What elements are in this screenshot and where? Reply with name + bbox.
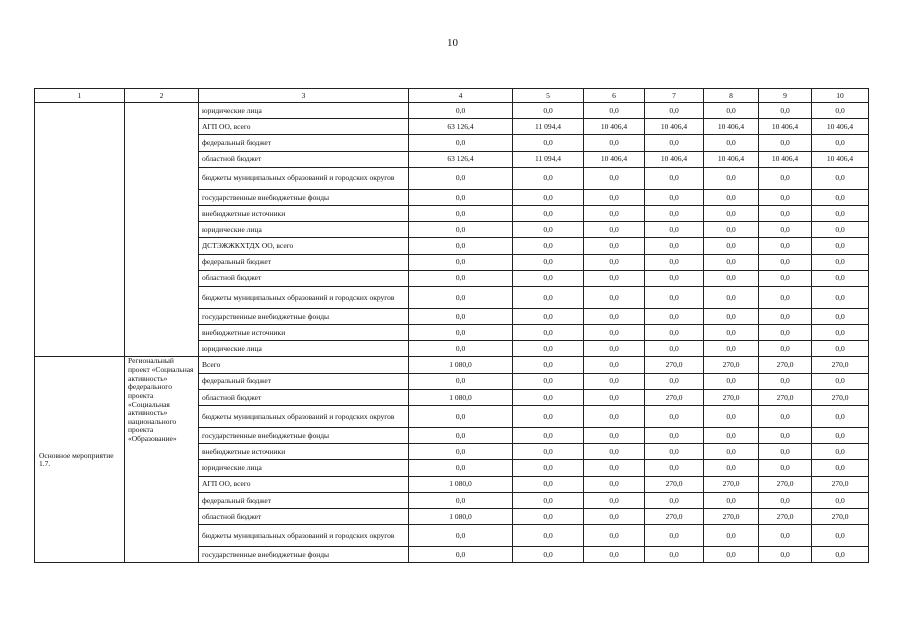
project-cell: Региональный проект «Социальная активность» федерального проекта «Социальная активность» национального проекта «Образование» <box>125 357 199 563</box>
value-cell-col9: 0,0 <box>759 286 812 308</box>
value-cell-col9: 0,0 <box>759 460 812 476</box>
value-cell-col7: 0,0 <box>645 308 704 324</box>
value-cell-col10: 10 406,4 <box>812 151 869 167</box>
value-cell-col10: 0,0 <box>812 341 869 357</box>
value-cell-col6: 0,0 <box>584 238 645 254</box>
value-cell-col10: 0,0 <box>812 492 869 508</box>
value-cell-col4: 0,0 <box>409 325 513 341</box>
value-cell-col9: 0,0 <box>759 135 812 151</box>
value-cell-col9: 270,0 <box>759 389 812 405</box>
value-cell-col7: 0,0 <box>645 189 704 205</box>
value-cell-col7: 10 406,4 <box>645 151 704 167</box>
value-cell-col4: 0,0 <box>409 254 513 270</box>
value-cell-col9: 10 406,4 <box>759 119 812 135</box>
value-cell-col8: 0,0 <box>704 428 759 444</box>
value-cell-col7: 0,0 <box>645 492 704 508</box>
col-header-7: 7 <box>645 89 704 103</box>
value-cell-col7: 0,0 <box>645 254 704 270</box>
value-cell-col10: 10 406,4 <box>812 119 869 135</box>
value-cell-col5: 11 094,4 <box>513 119 584 135</box>
value-cell-col6: 0,0 <box>584 357 645 373</box>
col-header-2: 2 <box>125 89 199 103</box>
value-cell-col7: 0,0 <box>645 167 704 189</box>
value-cell-col4: 0,0 <box>409 525 513 547</box>
value-cell-col10: 0,0 <box>812 444 869 460</box>
value-cell-col9: 270,0 <box>759 476 812 492</box>
value-cell-col10: 0,0 <box>812 308 869 324</box>
value-cell-col5: 11 094,4 <box>513 151 584 167</box>
value-cell-col4: 0,0 <box>409 286 513 308</box>
funding-source-cell: юридические лица <box>199 222 409 238</box>
value-cell-col9: 0,0 <box>759 492 812 508</box>
funding-source-cell: федеральный бюджет <box>199 254 409 270</box>
col-header-3: 3 <box>199 89 409 103</box>
value-cell-col5: 0,0 <box>513 444 584 460</box>
value-cell-col7: 10 406,4 <box>645 119 704 135</box>
value-cell-col8: 0,0 <box>704 525 759 547</box>
value-cell-col6: 10 406,4 <box>584 119 645 135</box>
value-cell-col9: 0,0 <box>759 205 812 221</box>
value-cell-col9: 0,0 <box>759 254 812 270</box>
funding-source-cell: ДСТЭЖЖКХТДХ ОО, всего <box>199 238 409 254</box>
value-cell-col9: 0,0 <box>759 222 812 238</box>
funding-source-cell: внебюджетные источники <box>199 325 409 341</box>
value-cell-col8: 10 406,4 <box>704 151 759 167</box>
value-cell-col9: 270,0 <box>759 508 812 524</box>
value-cell-col7: 0,0 <box>645 341 704 357</box>
value-cell-col9: 270,0 <box>759 357 812 373</box>
activity-cell <box>35 103 125 357</box>
value-cell-col9: 0,0 <box>759 525 812 547</box>
value-cell-col10: 0,0 <box>812 428 869 444</box>
value-cell-col8: 10 406,4 <box>704 119 759 135</box>
value-cell-col8: 0,0 <box>704 492 759 508</box>
value-cell-col5: 0,0 <box>513 373 584 389</box>
value-cell-col6: 0,0 <box>584 286 645 308</box>
funding-source-cell: областной бюджет <box>199 508 409 524</box>
value-cell-col5: 0,0 <box>513 476 584 492</box>
value-cell-col4: 1 080,0 <box>409 357 513 373</box>
value-cell-col4: 0,0 <box>409 270 513 286</box>
value-cell-col10: 0,0 <box>812 286 869 308</box>
value-cell-col8: 0,0 <box>704 222 759 238</box>
value-cell-col10: 0,0 <box>812 205 869 221</box>
value-cell-col8: 0,0 <box>704 270 759 286</box>
value-cell-col8: 270,0 <box>704 508 759 524</box>
value-cell-col6: 0,0 <box>584 167 645 189</box>
table-body <box>35 103 869 563</box>
value-cell-col6: 0,0 <box>584 103 645 119</box>
value-cell-col8: 0,0 <box>704 238 759 254</box>
value-cell-col5: 0,0 <box>513 205 584 221</box>
value-cell-col5: 0,0 <box>513 508 584 524</box>
value-cell-col7: 0,0 <box>645 222 704 238</box>
value-cell-col10: 0,0 <box>812 325 869 341</box>
value-cell-col6: 0,0 <box>584 525 645 547</box>
project-cell <box>125 103 199 357</box>
value-cell-col6: 0,0 <box>584 189 645 205</box>
value-cell-col10: 0,0 <box>812 254 869 270</box>
value-cell-col4: 0,0 <box>409 238 513 254</box>
value-cell-col6: 10 406,4 <box>584 151 645 167</box>
value-cell-col4: 0,0 <box>409 205 513 221</box>
funding-source-cell: областной бюджет <box>199 270 409 286</box>
value-cell-col10: 0,0 <box>812 189 869 205</box>
value-cell-col8: 0,0 <box>704 460 759 476</box>
value-cell-col5: 0,0 <box>513 460 584 476</box>
value-cell-col7: 0,0 <box>645 460 704 476</box>
value-cell-col9: 0,0 <box>759 167 812 189</box>
value-cell-col10: 0,0 <box>812 103 869 119</box>
funding-source-cell: АГП ОО, всего <box>199 476 409 492</box>
value-cell-col9: 0,0 <box>759 341 812 357</box>
value-cell-col5: 0,0 <box>513 406 584 428</box>
funding-source-cell: государственные внебюджетные фонды <box>199 428 409 444</box>
value-cell-col4: 1 080,0 <box>409 476 513 492</box>
value-cell-col8: 0,0 <box>704 135 759 151</box>
funding-source-cell: внебюджетные источники <box>199 205 409 221</box>
value-cell-col7: 0,0 <box>645 325 704 341</box>
funding-source-cell: юридические лица <box>199 460 409 476</box>
funding-source-cell: Всего <box>199 357 409 373</box>
value-cell-col6: 0,0 <box>584 547 645 563</box>
value-cell-col7: 0,0 <box>645 205 704 221</box>
value-cell-col7: 0,0 <box>645 428 704 444</box>
value-cell-col5: 0,0 <box>513 222 584 238</box>
value-cell-col5: 0,0 <box>513 341 584 357</box>
value-cell-col4: 0,0 <box>409 308 513 324</box>
value-cell-col9: 0,0 <box>759 189 812 205</box>
funding-table <box>34 88 869 563</box>
value-cell-col7: 0,0 <box>645 525 704 547</box>
value-cell-col8: 0,0 <box>704 167 759 189</box>
value-cell-col10: 270,0 <box>812 476 869 492</box>
funding-source-cell: АГП ОО, всего <box>199 119 409 135</box>
value-cell-col10: 0,0 <box>812 270 869 286</box>
value-cell-col5: 0,0 <box>513 189 584 205</box>
value-cell-col9: 0,0 <box>759 373 812 389</box>
value-cell-col6: 0,0 <box>584 222 645 238</box>
value-cell-col4: 63 126,4 <box>409 151 513 167</box>
value-cell-col10: 0,0 <box>812 135 869 151</box>
value-cell-col7: 0,0 <box>645 238 704 254</box>
value-cell-col5: 0,0 <box>513 254 584 270</box>
value-cell-col7: 270,0 <box>645 476 704 492</box>
value-cell-col5: 0,0 <box>513 525 584 547</box>
value-cell-col9: 0,0 <box>759 547 812 563</box>
value-cell-col4: 0,0 <box>409 189 513 205</box>
value-cell-col10: 0,0 <box>812 460 869 476</box>
value-cell-col10: 270,0 <box>812 389 869 405</box>
value-cell-col5: 0,0 <box>513 135 584 151</box>
funding-source-cell: внебюджетные источники <box>199 444 409 460</box>
funding-source-cell: областной бюджет <box>199 151 409 167</box>
value-cell-col8: 0,0 <box>704 547 759 563</box>
funding-source-cell: федеральный бюджет <box>199 135 409 151</box>
value-cell-col4: 0,0 <box>409 222 513 238</box>
value-cell-col8: 270,0 <box>704 357 759 373</box>
funding-source-cell: бюджеты муниципальных образований и городских округов <box>199 406 409 428</box>
value-cell-col4: 0,0 <box>409 103 513 119</box>
col-header-9: 9 <box>759 89 812 103</box>
funding-source-cell: бюджеты муниципальных образований и городских округов <box>199 525 409 547</box>
value-cell-col9: 0,0 <box>759 325 812 341</box>
value-cell-col4: 0,0 <box>409 135 513 151</box>
value-cell-col10: 0,0 <box>812 525 869 547</box>
value-cell-col10: 0,0 <box>812 222 869 238</box>
value-cell-col10: 270,0 <box>812 357 869 373</box>
value-cell-col10: 0,0 <box>812 167 869 189</box>
value-cell-col5: 0,0 <box>513 547 584 563</box>
value-cell-col10: 270,0 <box>812 508 869 524</box>
value-cell-col6: 0,0 <box>584 508 645 524</box>
funding-source-cell: государственные внебюджетные фонды <box>199 308 409 324</box>
funding-source-cell: юридические лица <box>199 103 409 119</box>
value-cell-col4: 0,0 <box>409 444 513 460</box>
value-cell-col6: 0,0 <box>584 254 645 270</box>
value-cell-col9: 10 406,4 <box>759 151 812 167</box>
funding-source-cell: федеральный бюджет <box>199 373 409 389</box>
col-header-6: 6 <box>584 89 645 103</box>
value-cell-col9: 0,0 <box>759 444 812 460</box>
value-cell-col6: 0,0 <box>584 135 645 151</box>
value-cell-col8: 0,0 <box>704 325 759 341</box>
value-cell-col10: 0,0 <box>812 373 869 389</box>
value-cell-col6: 0,0 <box>584 325 645 341</box>
activity-cell: Основное мероприятие 1.7. <box>35 357 125 563</box>
value-cell-col7: 270,0 <box>645 389 704 405</box>
value-cell-col8: 0,0 <box>704 254 759 270</box>
value-cell-col8: 270,0 <box>704 476 759 492</box>
value-cell-col6: 0,0 <box>584 428 645 444</box>
value-cell-col6: 0,0 <box>584 444 645 460</box>
value-cell-col9: 0,0 <box>759 270 812 286</box>
value-cell-col7: 0,0 <box>645 444 704 460</box>
value-cell-col7: 0,0 <box>645 406 704 428</box>
funding-source-cell: государственные внебюджетные фонды <box>199 547 409 563</box>
col-header-4: 4 <box>409 89 513 103</box>
value-cell-col10: 0,0 <box>812 238 869 254</box>
page-number: 10 <box>447 37 458 49</box>
value-cell-col5: 0,0 <box>513 270 584 286</box>
value-cell-col9: 0,0 <box>759 428 812 444</box>
value-cell-col5: 0,0 <box>513 389 584 405</box>
value-cell-col4: 0,0 <box>409 406 513 428</box>
funding-source-cell: бюджеты муниципальных образований и городских округов <box>199 286 409 308</box>
value-cell-col7: 0,0 <box>645 270 704 286</box>
value-cell-col4: 0,0 <box>409 460 513 476</box>
value-cell-col7: 270,0 <box>645 357 704 373</box>
value-cell-col5: 0,0 <box>513 286 584 308</box>
value-cell-col7: 0,0 <box>645 103 704 119</box>
value-cell-col8: 270,0 <box>704 389 759 405</box>
value-cell-col5: 0,0 <box>513 103 584 119</box>
value-cell-col9: 0,0 <box>759 238 812 254</box>
value-cell-col6: 0,0 <box>584 460 645 476</box>
value-cell-col8: 0,0 <box>704 341 759 357</box>
value-cell-col4: 0,0 <box>409 167 513 189</box>
funding-source-cell: бюджеты муниципальных образований и городских округов <box>199 167 409 189</box>
table-row <box>35 357 869 373</box>
value-cell-col4: 0,0 <box>409 428 513 444</box>
value-cell-col10: 0,0 <box>812 406 869 428</box>
value-cell-col5: 0,0 <box>513 492 584 508</box>
funding-source-cell: областной бюджет <box>199 389 409 405</box>
value-cell-col4: 0,0 <box>409 547 513 563</box>
value-cell-col8: 0,0 <box>704 286 759 308</box>
value-cell-col4: 63 126,4 <box>409 119 513 135</box>
value-cell-col6: 0,0 <box>584 389 645 405</box>
table-row <box>35 103 869 119</box>
value-cell-col4: 0,0 <box>409 373 513 389</box>
header-row <box>35 89 869 103</box>
value-cell-col8: 0,0 <box>704 308 759 324</box>
value-cell-col4: 0,0 <box>409 492 513 508</box>
value-cell-col8: 0,0 <box>704 406 759 428</box>
value-cell-col8: 0,0 <box>704 373 759 389</box>
col-header-5: 5 <box>513 89 584 103</box>
value-cell-col4: 1 080,0 <box>409 389 513 405</box>
value-cell-col6: 0,0 <box>584 205 645 221</box>
value-cell-col8: 0,0 <box>704 205 759 221</box>
value-cell-col9: 0,0 <box>759 308 812 324</box>
value-cell-col6: 0,0 <box>584 270 645 286</box>
col-header-10: 10 <box>812 89 869 103</box>
value-cell-col7: 0,0 <box>645 286 704 308</box>
value-cell-col6: 0,0 <box>584 308 645 324</box>
value-cell-col7: 0,0 <box>645 547 704 563</box>
value-cell-col9: 0,0 <box>759 406 812 428</box>
value-cell-col7: 270,0 <box>645 508 704 524</box>
value-cell-col5: 0,0 <box>513 308 584 324</box>
col-header-8: 8 <box>704 89 759 103</box>
col-header-1: 1 <box>35 89 125 103</box>
value-cell-col5: 0,0 <box>513 428 584 444</box>
value-cell-col6: 0,0 <box>584 476 645 492</box>
value-cell-col5: 0,0 <box>513 238 584 254</box>
value-cell-col4: 1 080,0 <box>409 508 513 524</box>
value-cell-col5: 0,0 <box>513 357 584 373</box>
value-cell-col8: 0,0 <box>704 444 759 460</box>
value-cell-col10: 0,0 <box>812 547 869 563</box>
value-cell-col7: 0,0 <box>645 373 704 389</box>
value-cell-col9: 0,0 <box>759 103 812 119</box>
funding-source-cell: юридические лица <box>199 341 409 357</box>
value-cell-col8: 0,0 <box>704 189 759 205</box>
value-cell-col6: 0,0 <box>584 492 645 508</box>
value-cell-col7: 0,0 <box>645 135 704 151</box>
value-cell-col5: 0,0 <box>513 325 584 341</box>
funding-source-cell: государственные внебюджетные фонды <box>199 189 409 205</box>
value-cell-col6: 0,0 <box>584 373 645 389</box>
value-cell-col4: 0,0 <box>409 341 513 357</box>
funding-source-cell: федеральный бюджет <box>199 492 409 508</box>
value-cell-col6: 0,0 <box>584 406 645 428</box>
value-cell-col6: 0,0 <box>584 341 645 357</box>
value-cell-col8: 0,0 <box>704 103 759 119</box>
value-cell-col5: 0,0 <box>513 167 584 189</box>
